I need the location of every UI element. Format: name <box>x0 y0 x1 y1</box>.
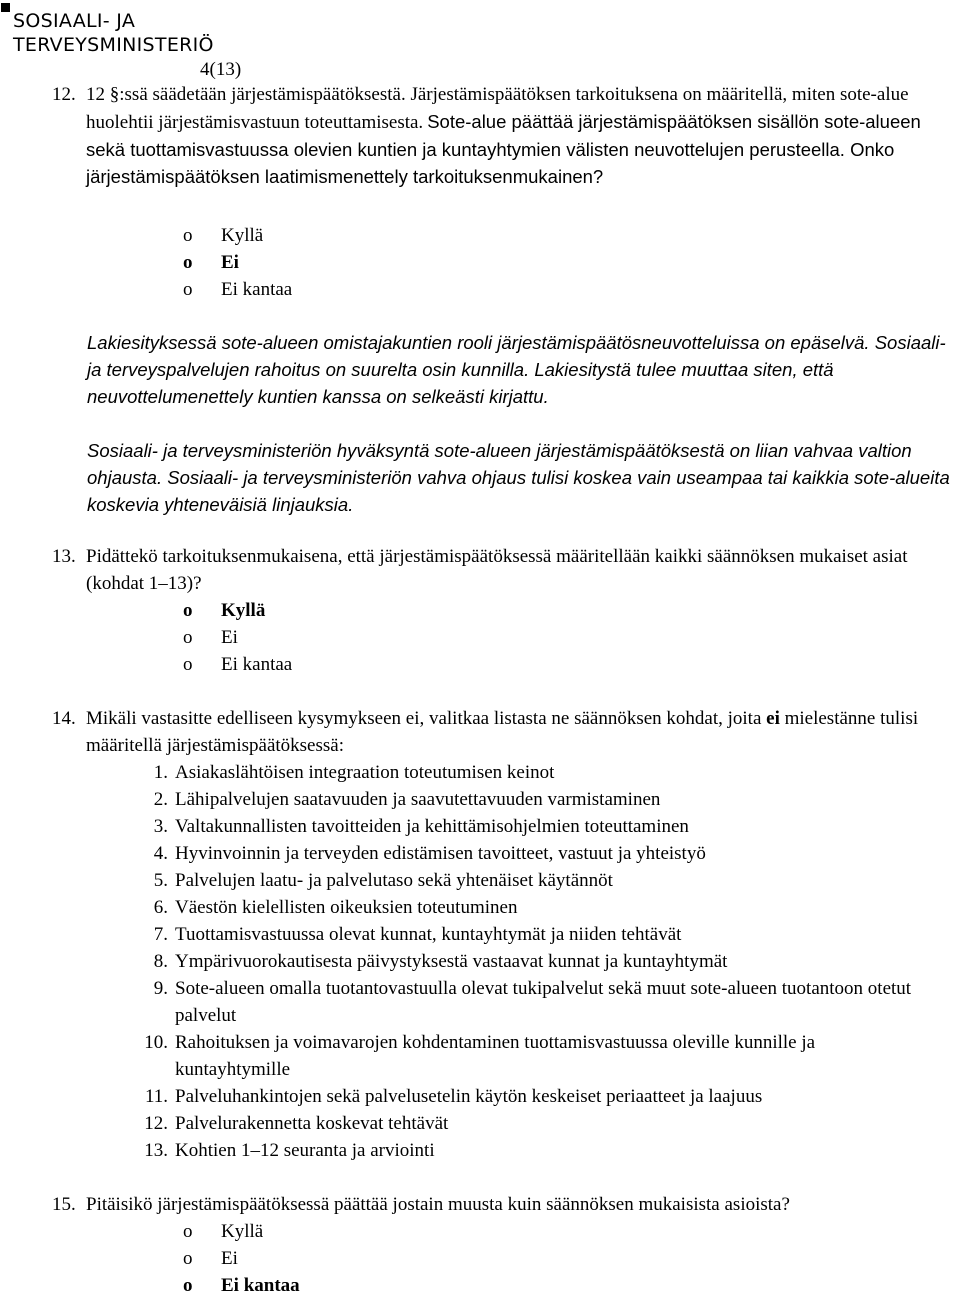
list-item-text: Valtakunnallisten tavoitteiden ja kehittämisohjelmien toteuttaminen <box>175 816 689 837</box>
question-number: 13. <box>52 546 76 567</box>
list-item-text: Palveluhankintojen sekä palvelusetelin käytön keskeiset periaatteet ja laajuus <box>175 1086 763 1107</box>
list-item[interactable] <box>138 786 928 813</box>
list-item[interactable] <box>138 921 928 948</box>
question-13 <box>52 543 952 597</box>
answer-comment-2: Sosiaali- ja terveysministeriön hyväksyntä sote-alueen järjestämispäätöksestä on liian vahvaa valtion ohjausta. Sosiaali- ja terveysministeriön vahva ohjaus tulisi koskea vain useampaa tai kaikkia sote-alueita koskevia yhteneväisiä linjauksia. <box>87 440 950 515</box>
list-item-number: 13. <box>144 1140 168 1161</box>
list-item-number: 1. <box>153 762 168 783</box>
question-14 <box>52 705 952 759</box>
page-number: 4(13) <box>200 59 242 80</box>
radio-bullet-icon: o <box>183 1275 193 1296</box>
list-item-text: Ympärivuorokautisesta päivystyksestä vastaavat kunnat ja kuntayhtymät <box>175 951 728 972</box>
list-item-number: 2. <box>153 789 168 810</box>
answer-comment-1: Lakiesityksessä sote-alueen omistajakuntien rooli järjestämispäätösneuvotteluissa on epäselvä. Sosiaali- ja terveyspalvelujen rahoitus on suurelta osin kunnilla. Lakiesitystä tulee muuttaa siten, että neuvottelumenettely kuntien kanssa on selkeästi kirjattu. <box>87 332 946 407</box>
question-13-text: Pidättekö tarkoituksenmukaisena, että järjestämispäätöksessä määritellään kaikki säännöksen mukaiset asiat (kohdat 1–13)? <box>86 546 908 594</box>
radio-bullet-icon: o <box>183 1221 193 1242</box>
question-14-text-part1: Mikäli vastasitte edelliseen kysymykseen ei, valitkaa listasta ne säännöksen kohdat, joita <box>86 708 762 729</box>
list-item-number: 8. <box>153 951 168 972</box>
list-item-text: Väestön kielellisten oikeuksien toteutuminen <box>175 897 518 918</box>
list-item[interactable] <box>138 813 928 840</box>
question-number: 14. <box>52 708 76 729</box>
question-14-text-part2: mielestänne tulisi määritellä järjestämispäätöksessä: <box>86 708 919 756</box>
list-item-text: Hyvinvoinnin ja terveyden edistämisen tavoitteet, vastuut ja yhteistyö <box>175 843 706 864</box>
list-item[interactable] <box>138 975 928 1029</box>
radio-bullet-icon: o <box>183 627 193 648</box>
radio-bullet-icon: o <box>183 252 193 273</box>
list-item[interactable] <box>138 1083 928 1110</box>
list-item-text: Asiakaslähtöisen integraation toteutumisen keinot <box>175 762 555 783</box>
logo-text-line1: SOSIAALI- JA <box>13 10 136 32</box>
radio-bullet-icon: o <box>183 1248 193 1269</box>
list-item-number: 6. <box>153 897 168 918</box>
logo-square-icon <box>1 3 10 12</box>
question-14-text-emphasis: ei <box>766 708 780 729</box>
list-item[interactable] <box>138 1029 928 1083</box>
radio-bullet-icon: o <box>183 600 193 621</box>
list-item-number: 4. <box>153 843 168 864</box>
list-item-text: Sote-alueen omalla tuotantovastuulla olevat tukipalvelut sekä muut sote-alueen tuotantoon otetut palvelut <box>175 978 912 1026</box>
list-item[interactable] <box>138 759 928 786</box>
list-item[interactable] <box>138 948 928 975</box>
list-item-text: Tuottamisvastuussa olevat kunnat, kuntayhtymät ja niiden tehtävät <box>175 924 682 945</box>
list-item-number: 7. <box>153 924 168 945</box>
radio-bullet-icon: o <box>183 654 193 675</box>
list-item-text: Kohtien 1–12 seuranta ja arviointi <box>175 1140 435 1161</box>
list-item-text: Palvelurakennetta koskevat tehtävät <box>175 1113 449 1134</box>
list-item[interactable] <box>138 840 928 867</box>
logo-text-line2: TERVEYSMINISTERIÖ <box>13 34 214 56</box>
list-item-number: 11. <box>144 1086 168 1107</box>
question-15 <box>52 1191 952 1218</box>
question-15-text: Pitäisikö järjestämispäätöksessä päättää jostain muusta kuin säännöksen mukaisista asioista? <box>86 1194 790 1215</box>
list-item-number: 5. <box>153 870 168 891</box>
list-item[interactable] <box>138 1110 928 1137</box>
question-14-list <box>138 759 928 1164</box>
list-item-text: Palvelujen laatu- ja palvelutaso sekä yhtenäiset käytännöt <box>175 870 613 891</box>
list-item-number: 3. <box>153 816 168 837</box>
list-item-number: 12. <box>144 1113 168 1134</box>
question-number: 15. <box>52 1194 76 1215</box>
question-12-text-part2: Sote-alue päättää järjestämispäätöksen sisällön sote-alueen sekä tuottamisvastuussa olevien kuntien ja kuntayhtymien välisten neuvottelujen perusteella. Onko järjestämispäätöksen laatimismenettely tarkoituksenmukainen? <box>86 111 921 187</box>
radio-bullet-icon: o <box>183 279 193 300</box>
question-number: 12. <box>52 84 76 105</box>
list-item-text: Lähipalvelujen saatavuuden ja saavutettavuuden varmistaminen <box>175 789 661 810</box>
radio-bullet-icon: o <box>183 225 193 246</box>
list-item-number: 10. <box>144 1032 168 1053</box>
list-item[interactable] <box>138 894 928 921</box>
list-item-text: Rahoituksen ja voimavarojen kohdentaminen tuottamisvastuussa oleville kunnille ja kuntayhtymille <box>175 1032 816 1080</box>
list-item[interactable] <box>138 1137 928 1164</box>
question-12-text-part1: 12 §:ssä säädetään järjestämispäätöksestä. Järjestämispäätöksen tarkoituksena on määritellä, miten sote-alue huolehtii järjestämisvastuun toteuttamisesta. <box>86 84 909 133</box>
list-item[interactable] <box>138 867 928 894</box>
question-12 <box>52 81 952 190</box>
list-item-number: 9. <box>153 978 168 999</box>
